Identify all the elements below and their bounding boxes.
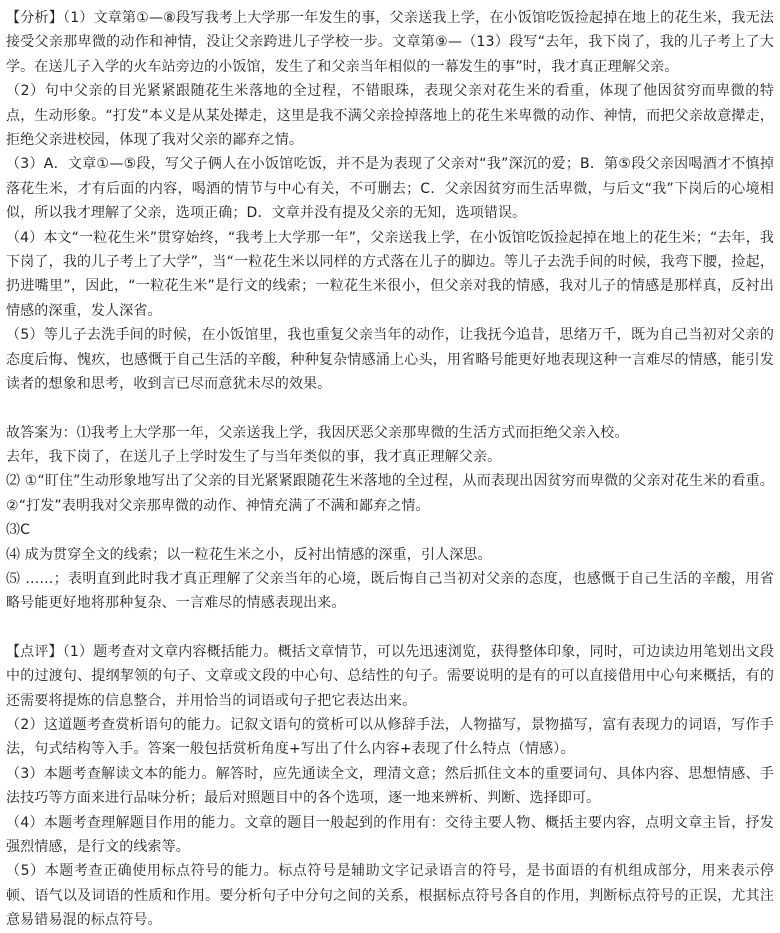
comment-paragraph-5: （5）本题考查正确使用标点符号的能力。标点符号是辅助文字记录语言的符号，是书面语的有机组成部分，用来表示停顿、语气以及词语的性质和作用。要分析句子中分句之间的关系，根据标点符号各自的作用，判断标点符号的正误，尤其注意易错易混的标点符号。 (6, 863, 774, 929)
comment-paragraph-4: （4）本题考查理解题目作用的能力。文章的题目一般起到的作用有：交待主要人物、概括主要内容，点明文章主旨，抒发强烈情感，是行文的线索等。 (6, 814, 774, 855)
answer-line-5: ⑶C (6, 522, 31, 539)
analysis-section (6, 6, 774, 397)
comment-paragraph-2: （2）这道题考查赏析语句的能力。记叙文语句的赏析可以从修辞手法，人物描写，景物描写，富有表现力的词语，写作手法，句式结构等入手。答案一般包括赏析角度+写出了什么内容+表现了什么特点（情感）。 (6, 716, 774, 758)
analysis-paragraph-5: （5）等儿子去洗手间的时候，在小饭馆里，我也重复父亲当年的动作，让我抚今追昔，思绪万千，既为自己当初对父亲的态度后悔、愧疚，也感慨于自己生活的辛酸，种种复杂情感涌上心头，用省略号能更好地表现这种一言难尽的情感，能引发读者的想象和思考，收到言已尽而意犹未尽的效果。 (6, 327, 774, 393)
comment-section (6, 640, 774, 933)
answer-line-1: 故答案为：⑴我考上大学那一年，父亲送我上学，我因厌恶父亲那卑微的生活方式而拒绝父亲入校。 (6, 424, 629, 441)
answer-section (6, 421, 774, 616)
answer-line-2: 去年，我下岗了，在送儿子上学时发生了与当年类似的事，我才真正理解父亲。 (6, 448, 502, 465)
comment-paragraph-1: 【点评】（1）题考查对文章内容概括能力。概括文章情节，可以先迅速浏览，获得整体印象，同时，可边读边用笔划出文段中的过渡句、提纲挈领的句子、文章或文段的中心句、总结性的句子。需要说明的是有的可以直接借用中心句来概括，有的还需要将提炼的信息整合，并用恰当的词语或句子把它表达出来。 (6, 643, 774, 709)
section-spacer (6, 397, 774, 421)
analysis-paragraph-2: （2）句中父亲的目光紧紧跟随花生米落地的全过程，不错眼珠，表现父亲对花生米的看重，体现了他因贫穷而卑微的特点，生动形象。“打发”本义是从某处撵走，这里是我不满父亲捡掉落地上的花生米卑微的动作、神情，而把父亲故意撵走，拒绝父亲进校园，体现了我对父亲的鄙弃之情。 (6, 83, 774, 149)
analysis-paragraph-4: （4）本文“一粒花生米”贯穿始终，“我考上大学那一年”，父亲送我上学，在小饭馆吃饭捡起掉在地上的花生米；“去年，我下岗了，我的儿子考上了大学”，当“一粒花生米以同样的方式落在儿子的脚边。等儿子去洗手间的时候，我弯下腰，捡起，扔进嘴里”，因此，“一粒花生米”是行文的线索；一粒花生米很小，但父亲对我的情感，我对儿子的情感是那样真，反衬出情感的深重，发人深省。 (6, 229, 774, 319)
section-spacer (6, 616, 774, 640)
answer-line-7: ⑸ ……；表明直到此时我才真正理解了父亲当年的心境，既后悔自己当初对父亲的态度，也感慨于自己生活的辛酸，用省略号能更好地将那种复杂、一言难尽的情感表现出来。 (6, 570, 774, 612)
answer-line-3: ⑵ ①“盯住”生动形象地写出了父亲的目光紧紧跟随花生米落地的全过程，从而表现出因贫穷而卑微的父亲对花生米的看重。 (6, 473, 774, 490)
answer-line-4: ②“打发”表明我对父亲那卑微的动作、神情充满了不满和鄙弃之情。 (6, 497, 430, 514)
analysis-paragraph-1: 【分析】（1）文章第①—⑧段写我考上大学那一年发生的事，父亲送我上学，在小饭馆吃饭捡起掉在地上的花生米，我无法接受父亲那卑微的动作和神情，没让父亲跨进儿子学校一步。文章第⑨—（13）段写“去年，我下岗了，我的儿子考上了大学。在送儿子入学的火车站旁边的小饭馆，发生了和父亲当年相似的一幕发生的事”时，我才真正理解父亲。 (6, 10, 774, 75)
analysis-paragraph-3: （3）A．文章①—⑤段，写父子俩人在小饭馆吃饭，并不是为表现了父亲对“我”深沉的爱；B．第⑤段父亲因喝酒才不慎掉落花生米，才有后面的内容，喝酒的情节与中心有关，不可删去；C．父亲因贫穷而生活卑微，与后文“我”下岗后的心境相似，所以我才理解了父亲，选项正确；D．文章并没有提及父亲的无知，选项错误。 (6, 156, 774, 222)
answer-line-6: ⑷ 成为贯穿全文的线索；以一粒花生米之小，反衬出情感的深重，引人深思。 (6, 546, 492, 563)
comment-paragraph-3: （3）本题考查解读文本的能力。解答时，应先通读全文，理清文意；然后抓住文本的重要词句、具体内容、思想情感、手法技巧等方面来进行品味分析；最后对照题目中的各个选项，逐一地来辨析、判断、选择即可。 (6, 765, 774, 807)
